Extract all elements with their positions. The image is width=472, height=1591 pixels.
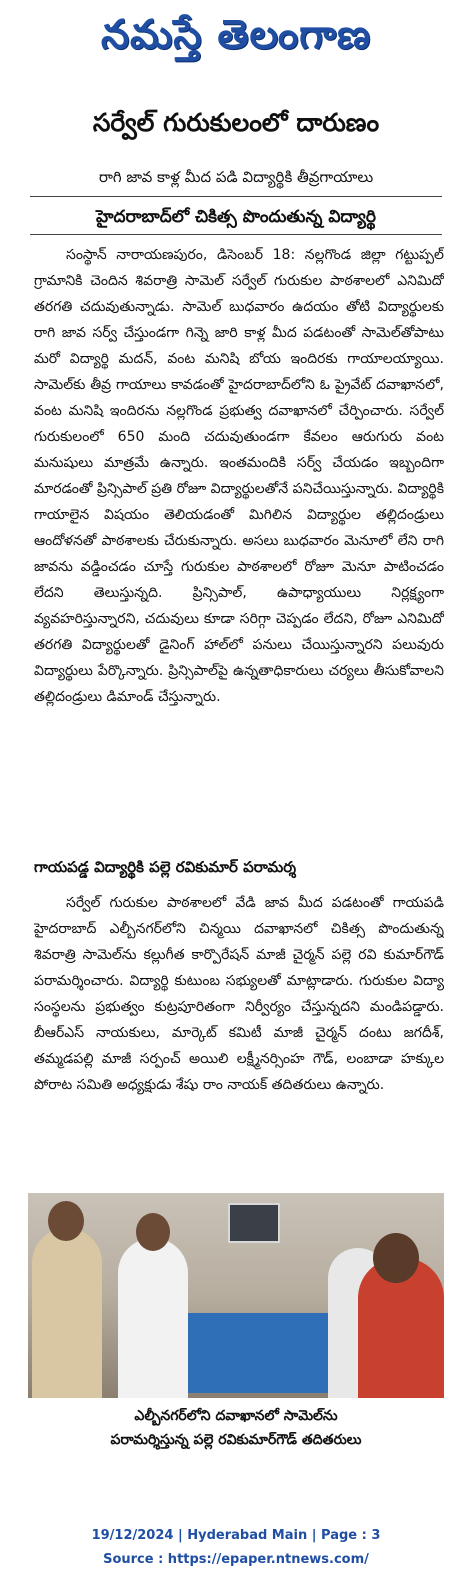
- person-head: [136, 1213, 170, 1251]
- article-paragraph: సర్వేల్ గురుకుల పాఠశాలలో వేడి జావ మీద పడటంతో గాయపడి హైదరాబాద్ ఎల్బీనగర్‌లోని చిన్మయి దవాఖానలో చికిత్స పొందుతున్న శివరాత్రి సామెల్‌ను కల్లుగీత కార్పొరేషన్ మాజీ చైర్మన్ పల్లె రవి కుమార్‌గౌడ్ పరామర్శించారు. విద్యార్థి కుటుంబ సభ్యులతో మాట్లాడారు. గురుకుల విద్యా సంస్థలను ప్రభుత్వం కుట్రపూరితంగా నిర్వీర్యం చేస్తున్నదని మండిపడ్డారు. బీఆర్ఎస్ నాయకులు, మార్కెట్ కమిటీ మాజీ చైర్మన్ దంటు జగదీశ్, తమ్మడపల్లి మాజీ సర్పంచ్ అయిలి లక్ష్మీనర్సింహ గౌడ్, లంబాడా హక్కుల పోరాట సమితి అధ్యక్షుడు శేషు రాం నాయక్ తదితరులు ఉన్నారు.: [34, 895, 444, 1093]
- divider: [30, 196, 442, 197]
- caption-line: పరామర్శిస్తున్న పల్లె రవికుమార్‌గౌడ్ తదితరులు: [110, 1432, 362, 1448]
- footer-date-edition: 19/12/2024 | Hyderabad Main | Page : 3: [91, 1528, 381, 1543]
- article-subheadline: రాగి జావ కాళ్ల మీద పడి విద్యార్థికి తీవ్రగాయాలు: [98, 168, 374, 186]
- article-paragraph: సంస్థాన్ నారాయణపురం, డిసెంబర్ 18: నల్లగొండ జిల్లా గట్టుప్పల్ గ్రామానికి చెందిన శివరాత్రి సామెల్ సర్వేల్ గురుకుల పాఠశాలలో ఎనిమిదో తరగతి చదువుతున్నాడు. సామెల్ బుధవారం ఉదయం తోటి విద్యార్థులకు రాగి జావ సర్వ్ చేస్తుండగా గిన్నె జారి కాళ్ల మీద పడటంతో సామెల్‌తోపాటు మరో విద్యార్థి మదన్, వంట మనిషి బోయ ఇందిరకు గాయాలయ్యాయి. సామెల్‌కు తీవ్ర గాయాలు కావడంతో హైదరాబాద్‌లోని ఓ ప్రైవేట్ దవాఖానలో, వంట మనిషి ఇందిరను నల్లగొండ ప్రభుత్వ దవాఖానలో చేర్పించారు. సర్వేల్ గురుకులంలో 650 మంది చదువుతుండగా కేవలం ఆరుగురు వంట మనుషులు మాత్రమే ఉన్నారు. ఇంతమందికి సర్వ్ చేయడం ఇబ్బందిగా మారడంతో ప్రిన్సిపాల్ ప్రతి రోజూ విద్యార్థులతోనే పనిచేయిస్తున్నారు. విద్యార్థికి గాయాలైన విషయం తెలియడంతో మిగిలిన విద్యార్థుల తల్లిదండ్రులు ఆందోళనతో పాఠశాలకు చేరుకున్నారు. అసలు బుధవారం మెనూలో లేని రాగి జావను వడ్డించడం చూస్తే గురుకుల పాఠశాలలో రోజూ మెనూ పాటించడం లేదని తెలుస్తున్నది. ప్రిన్సిపాల్, ఉపాధ్యాయులు నిర్లక్ష్యంగా వ్యవహరిస్తున్నారని, చదువులు కూడా సరిగ్గా చెప్పడం లేదని, రోజూ ఎనిమిదో తరగతి విద్యార్థులతో డైనింగ్ హాల్‌లో పనులు చేయిస్తున్నారని పలువురు విద్యార్థులు పేర్కొన్నారు. ప్రిన్సిపాల్‌పై ఉన్నతాధికారులు చర్యలు తీసుకోవాలని తల్లిదండ్రులు డిమాండ్ చేస్తున్నారు.: [34, 247, 444, 705]
- article-headline: సర్వేల్ గురుకులంలో దారుణం: [92, 108, 380, 137]
- person-head: [373, 1233, 419, 1283]
- person-figure: [118, 1238, 188, 1398]
- newspaper-masthead: నమస్తే తెలంగాణ: [100, 12, 372, 58]
- caption-line: ఎల్బీనగర్‌లోని దవాఖానలో సామెల్‌ను: [134, 1408, 338, 1424]
- section-heading: గాయపడ్డ విద్యార్థికి పల్లె రవికుమార్ పరామర్శ: [34, 858, 297, 876]
- footer-source: Source : https://epaper.ntnews.com/: [103, 1552, 369, 1567]
- photo-caption: [28, 1404, 444, 1452]
- person-head: [48, 1201, 84, 1241]
- article-kicker: హైదరాబాద్‌లో చికిత్స పొందుతున్న విద్యార్థి: [96, 207, 376, 227]
- divider: [30, 234, 442, 235]
- news-photo: [28, 1193, 444, 1398]
- monitor-icon: [228, 1203, 280, 1243]
- person-figure: [32, 1228, 102, 1398]
